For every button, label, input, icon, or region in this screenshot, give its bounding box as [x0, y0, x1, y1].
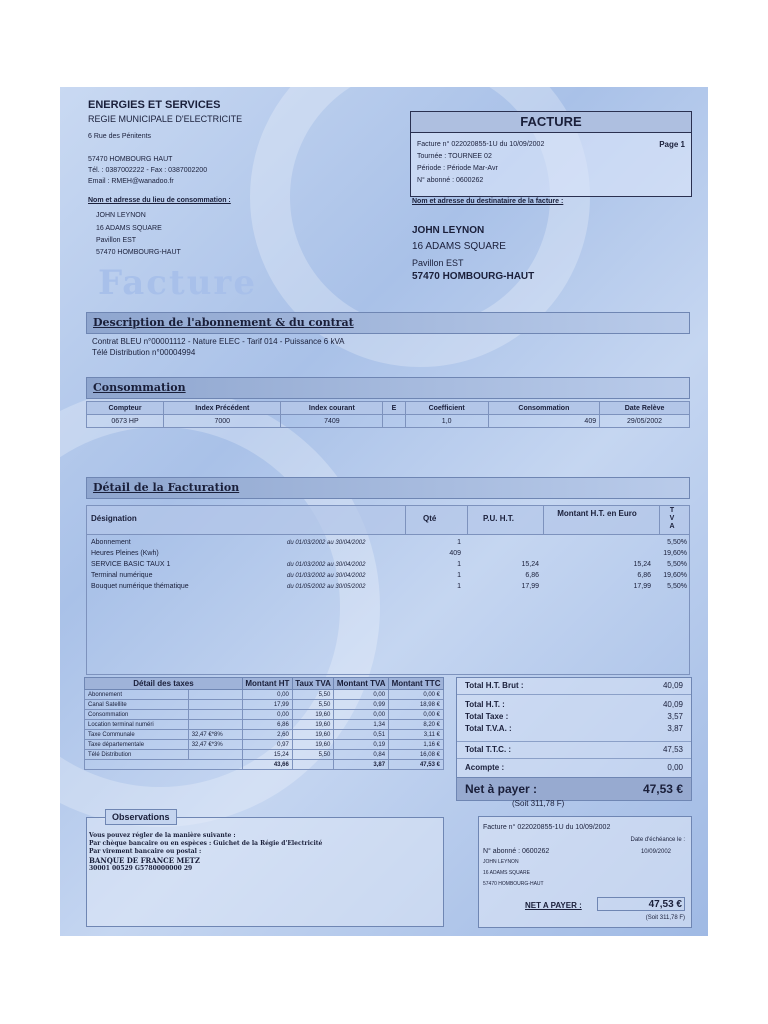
designation: Terminal numérique: [91, 572, 153, 579]
column-header: P.U. H.T.: [483, 514, 514, 523]
tva-rate: 5,50%: [667, 583, 687, 590]
tax-base: 32,47 €*8%: [188, 730, 242, 740]
recipient-label: Nom et adresse du destinataire de la facture :: [412, 198, 564, 205]
net-in-francs: (Soit 311,78 F): [512, 799, 565, 808]
column-divider: [467, 506, 468, 534]
consumption-address-line: JOHN LEYNON: [96, 212, 146, 219]
recipient-city: 57470 HOMBOURG-HAUT: [412, 271, 535, 282]
table-row: [85, 700, 444, 710]
tax-label: Consommation: [85, 710, 189, 720]
slip-name: JOHN LEYNON: [483, 859, 519, 865]
column-header: Montant H.T. en Euro: [557, 509, 637, 518]
tva-rate: 5,50%: [667, 561, 687, 568]
recipient-building: Pavillon EST: [412, 258, 464, 268]
payment-slip: [478, 816, 692, 928]
taxes-total-row: [85, 760, 444, 770]
consumption-address-line: Pavillon EST: [96, 237, 137, 244]
issuer-city: 57470 HOMBOURG HAUT: [88, 156, 173, 163]
column-header: Montant HT: [242, 678, 292, 690]
total-value: 3,87: [667, 724, 683, 733]
issuer-phone: Tél. : 0387002222 - Fax : 0387002200: [88, 167, 208, 174]
column-header: E: [383, 402, 405, 415]
table-row: [87, 560, 689, 571]
net-to-pay-row: [457, 777, 691, 800]
contract-section-header: [86, 312, 690, 334]
net-to-pay-amount: 47,53 €: [642, 782, 683, 796]
table-row: [85, 720, 444, 730]
column-divider: [543, 506, 544, 534]
total-label: Total H.T. :: [465, 700, 505, 709]
amount-ttc: 0,00 €: [389, 690, 444, 700]
column-header: Détail des taxes: [85, 678, 243, 690]
total-ht: 43,66: [242, 760, 292, 770]
slip-street: 16 ADAMS SQUARE: [483, 870, 530, 876]
tax-label: Location terminal numéri: [85, 720, 189, 730]
invoice-number: Facture n° 022020855-1U du 10/09/2002: [417, 141, 545, 148]
column-header: Désignation: [91, 514, 137, 523]
quantity: 1: [457, 539, 461, 546]
consumption-section-title: Consommation: [93, 381, 186, 394]
column-header: Index courant: [281, 402, 383, 415]
table-cell: [383, 415, 405, 428]
tax-base: 32,47 €*3%: [188, 740, 242, 750]
amount-ht: 6,86: [242, 720, 292, 730]
tax-base: [188, 750, 242, 760]
table-row: [87, 571, 689, 582]
slip-abonne: N° abonné : 0600262: [483, 848, 550, 855]
total-ttc: 47,53 €: [389, 760, 444, 770]
table-cell: 7000: [164, 415, 281, 428]
issuer-email: Email : RMEH@wanadoo.fr: [88, 178, 174, 185]
issuer-name: ENERGIES ET SERVICES: [88, 99, 221, 111]
contract-line: Contrat BLEU n°00001112 - Nature ELEC - Tarif 014 - Puissance 6 kVA: [92, 337, 345, 346]
period: du 01/03/2002 au 30/04/2002: [287, 540, 366, 546]
column-header: Qté: [423, 514, 437, 523]
tva-rate: 5,50: [292, 750, 333, 760]
tva-rate: 19,60: [292, 730, 333, 740]
table-cell: 1,0: [405, 415, 488, 428]
billing-table: [86, 505, 690, 675]
total-ht-row: [457, 699, 691, 711]
telediffusion-line: Télé Distribution n°00004994: [92, 348, 196, 357]
observation-line: 30001 00529 G5780000000 29: [89, 865, 193, 872]
observation-line: Vous pouvez régler de la manière suivante :: [89, 832, 236, 839]
total-tva-row: [457, 723, 691, 735]
column-divider: [659, 506, 660, 534]
amount-ttc: 3,11 €: [389, 730, 444, 740]
recipient-name: JOHN LEYNON: [412, 225, 485, 236]
tva-rate: 19,60: [292, 740, 333, 750]
amount: 6,86: [637, 572, 651, 579]
tax-base: [188, 700, 242, 710]
period: du 01/03/2002 au 30/04/2002: [287, 562, 366, 568]
tax-label: Canal Satellite: [85, 700, 189, 710]
amount-ttc: 18,98 €: [389, 700, 444, 710]
amount-tva: 0,00: [334, 710, 389, 720]
column-header: Montant TTC: [389, 678, 444, 690]
total-value: 40,09: [662, 700, 683, 709]
tax-label: Taxe départementale: [85, 740, 189, 750]
contract-section-title: Description de l'abonnement & du contrat: [93, 316, 354, 329]
amount-ht: 2,60: [242, 730, 292, 740]
table-row: [85, 710, 444, 720]
quantity: 409: [449, 550, 461, 557]
invoice-sheet: [60, 87, 708, 936]
table-cell: 29/05/2002: [600, 415, 690, 428]
amount-tva: 0,84: [334, 750, 389, 760]
table-row: [87, 538, 689, 549]
column-header: Coefficient: [405, 402, 488, 415]
column-header: T V A: [669, 507, 675, 530]
tax-base: [188, 720, 242, 730]
total-value: 0,00: [667, 763, 683, 772]
slip-due-date: 10/09/2002: [640, 849, 671, 855]
consumption-address-line: 16 ADAMS SQUARE: [96, 225, 162, 232]
quantity: 1: [457, 583, 461, 590]
amount-ht: 0,97: [242, 740, 292, 750]
total-label: Acompte :: [465, 763, 505, 772]
column-header: Consommation: [488, 402, 599, 415]
net-to-pay-label: Net à payer :: [465, 782, 538, 796]
amount-ttc: 8,20 €: [389, 720, 444, 730]
invoice-header-box: [410, 111, 692, 197]
table-row: [85, 740, 444, 750]
total-taxe-row: [457, 711, 691, 723]
consumption-table: [86, 401, 690, 428]
amount-ttc: 1,16 €: [389, 740, 444, 750]
total-label: Total T.V.A. :: [465, 724, 512, 733]
amount: 17,99: [633, 583, 651, 590]
amount-ht: 0,00: [242, 690, 292, 700]
tax-base: [188, 710, 242, 720]
table-row: [87, 582, 689, 593]
unit-price: 15,24: [521, 561, 539, 568]
observations-box: [86, 812, 444, 927]
consumption-address-label: Nom et adresse du lieu de consommation :: [88, 197, 231, 204]
watermark: Facture: [98, 263, 257, 303]
table-row: [87, 549, 689, 560]
table-cell: 0673 HP: [87, 415, 164, 428]
observations-title: Observations: [105, 809, 177, 825]
amount-ht: 17,99: [242, 700, 292, 710]
unit-price: 17,99: [521, 583, 539, 590]
table-row: [85, 750, 444, 760]
quantity: 1: [457, 572, 461, 579]
designation: Bouquet numérique thématique: [91, 583, 189, 590]
amount-ht: 0,00: [242, 710, 292, 720]
tax-label: Abonnement: [85, 690, 189, 700]
observation-line: BANQUE DE FRANCE METZ: [89, 856, 200, 865]
billing-section-title: Détail de la Facturation: [93, 481, 240, 494]
consumption-address-line: 57470 HOMBOURG-HAUT: [96, 249, 181, 256]
amount-ttc: 16,08 €: [389, 750, 444, 760]
column-header: Montant TVA: [334, 678, 389, 690]
tva-rate: 19,60%: [663, 572, 687, 579]
table-row: [87, 415, 690, 428]
observation-line: Par chèque bancaire ou en espèces : Guichet de la Régie d'Electricité: [89, 840, 323, 847]
tva-rate: 19,60: [292, 710, 333, 720]
column-divider: [405, 506, 406, 534]
tva-rate: 19,60: [292, 720, 333, 730]
amount: 15,24: [633, 561, 651, 568]
issuer-street: 6 Rue des Pénitents: [88, 133, 152, 140]
amount-tva: 1,34: [334, 720, 389, 730]
amount-ht: 15,24: [242, 750, 292, 760]
designation: Heures Pleines (Kwh): [91, 550, 159, 557]
amount-tva: 0,99: [334, 700, 389, 710]
invoice-title: FACTURE: [411, 112, 691, 133]
tax-label: Télé Distribution: [85, 750, 189, 760]
taxes-table: [84, 677, 444, 770]
tva-rate: 19,60%: [663, 550, 687, 557]
column-header: Taux TVA: [292, 678, 333, 690]
observation-line: Par virement bancaire ou postal :: [89, 848, 202, 855]
total-ttc-row: [457, 741, 691, 758]
slip-invoice-number: Facture n° 022020855-1U du 10/09/2002: [483, 824, 611, 831]
slip-net-amount: 47,53 €: [597, 897, 685, 911]
billing-rows: [87, 538, 689, 593]
tax-base: [188, 690, 242, 700]
amount-ttc: 0,00 €: [389, 710, 444, 720]
slip-net-francs: (Soit 311,78 F): [645, 915, 685, 921]
designation: SERVICE BASIC TAUX 1: [91, 561, 171, 568]
total-label: Total T.T.C. :: [465, 745, 512, 754]
column-header: Compteur: [87, 402, 164, 415]
issuer-subname: REGIE MUNICIPALE D'ELECTRICITE: [88, 114, 243, 124]
column-header: Index Précédent: [164, 402, 281, 415]
slip-due-label: Date d'échéance le :: [630, 837, 685, 843]
total-label: Total Taxe :: [465, 712, 509, 721]
recipient-street: 16 ADAMS SQUARE: [412, 241, 506, 252]
quantity: 1: [457, 561, 461, 568]
invoice-abonne: N° abonné : 0600262: [417, 177, 484, 184]
total-ht-brut-row: [457, 678, 691, 695]
total-tva: 3,87: [334, 760, 389, 770]
tax-label: Taxe Communale: [85, 730, 189, 740]
tva-rate: 5,50: [292, 700, 333, 710]
totals-box: [456, 677, 692, 801]
designation: Abonnement: [91, 539, 131, 546]
table-header-row: [87, 402, 690, 415]
period: du 01/03/2002 au 30/04/2002: [287, 573, 366, 579]
page-number: Page 1: [659, 140, 685, 149]
slip-net-label: NET A PAYER :: [525, 901, 582, 910]
total-value: 3,57: [667, 712, 683, 721]
billing-section-header: [86, 477, 690, 499]
tva-rate: 5,50%: [667, 539, 687, 546]
amount-tva: 0,51: [334, 730, 389, 740]
period: du 01/05/2002 au 30/05/2002: [287, 584, 366, 590]
amount-tva: 0,00: [334, 690, 389, 700]
column-header: Date Relève: [600, 402, 690, 415]
amount-tva: 0,19: [334, 740, 389, 750]
table-row: [85, 690, 444, 700]
table-cell: 409: [488, 415, 599, 428]
invoice-tournee: Tournée : TOURNEE 02: [417, 153, 492, 160]
total-label: Total H.T. Brut :: [465, 681, 524, 690]
consumption-section-header: [86, 377, 690, 399]
table-cell: 7409: [281, 415, 383, 428]
total-value: 40,09: [662, 681, 683, 690]
unit-price: 6,86: [525, 572, 539, 579]
acompte-row: [457, 758, 691, 777]
table-row: [85, 730, 444, 740]
table-header-row: [85, 678, 444, 690]
slip-city: 57470 HOMBOURG-HAUT: [483, 881, 544, 887]
total-value: 47,53: [662, 745, 683, 754]
tva-rate: 5,50: [292, 690, 333, 700]
invoice-periode: Période : Période Mar-Avr: [417, 165, 498, 172]
